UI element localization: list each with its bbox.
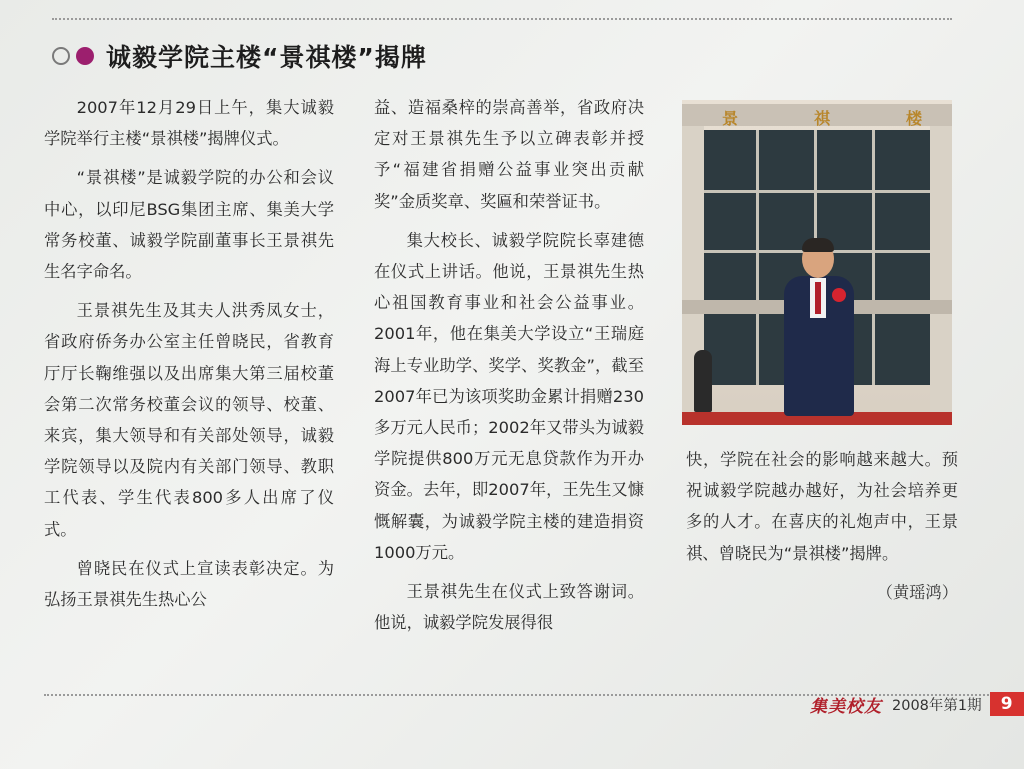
paragraph: 曾晓民在仪式上宣读表彰决定。为弘扬王景祺先生热心公 xyxy=(44,558,334,610)
sign-char: 景 xyxy=(722,109,739,128)
paragraph-continued: 益、造福桑梓的崇高善举，省政府决定对王景祺先生予以立碑表彰并授予“福建省捐赠公益事业突出贡献奖”金质奖章、奖匾和荣誉证书。 xyxy=(374,98,644,211)
paragraph-continued: 快，学院在社会的影响越来越大。预祝诚毅学院越办越好，为社会培养更多的人才。在喜庆的礼炮声中，王景祺、曾晓民为“景祺楼”揭牌。 xyxy=(686,450,958,563)
text-column-3 xyxy=(686,444,958,608)
hollow-circle-icon xyxy=(52,47,70,65)
page-number-badge: 9 xyxy=(990,692,1024,716)
filled-circle-icon xyxy=(76,47,94,65)
text-column-2 xyxy=(374,92,644,646)
corsage-icon xyxy=(832,288,846,302)
man-tie xyxy=(815,282,821,314)
page-footer xyxy=(810,690,1024,718)
man-hair xyxy=(802,238,834,252)
paragraph: 集大校长、诚毅学院院长辜建德在仪式上讲话。他说，王景祺先生热心祖国教育事业和社会公益事业。2001年，他在集美大学设立“王瑞庭海上专业助学、奖学、奖教金”，截至2007年已为该项奖助金累计捐赠230多万元人民币；2002年又带头为诚毅学院提供800万元无息贷款作为开办资金。去年，即2007年，王先生又慷慨解囊，为诚毅学院主楼的建造捐资1000万元。 xyxy=(374,230,644,562)
article-header xyxy=(52,38,427,74)
building-column-right xyxy=(930,126,952,425)
building-sign xyxy=(682,104,952,126)
paragraph: 王景祺先生及其夫人洪秀凤女士，省政府侨务办公室主任曾晓民，省教育厅厅长鞠维强以及出席集大第三届校董会第二次常务校董会议的领导、校董、来宾，集大领导和有关部处领导，诚毅学院领导以及院内有关部门领导、教职工代表、学生代表800多人出席了仪式。 xyxy=(44,301,334,539)
paragraph: 2007年12月29日上午，集大诚毅学院举行主楼“景祺楼”揭牌仪式。 xyxy=(44,98,334,149)
issue-label: 2008年第1期 xyxy=(892,697,982,714)
author-byline: （黄瑶鸿） xyxy=(876,582,958,602)
sign-char: 祺 xyxy=(813,109,830,128)
text-column-1 xyxy=(44,92,334,623)
top-dotted-divider xyxy=(52,18,952,20)
paragraph: “景祺楼”是诚毅学院的办公和会议中心，以印尼BSG集团主席、集美大学常务校董、诚毅学院副董事长王景祺先生名字命名。 xyxy=(44,168,334,282)
article-title: 诚毅学院主楼“景祺楼”揭牌 xyxy=(106,43,427,72)
bystander-figure xyxy=(694,350,712,412)
paragraph: 王景祺先生在仪式上致答谢词。他说，诚毅学院发展得很 xyxy=(374,582,644,633)
ceremony-photo xyxy=(682,100,952,425)
magazine-name: 集美校友 xyxy=(810,696,882,717)
sign-char: 楼 xyxy=(905,109,922,128)
